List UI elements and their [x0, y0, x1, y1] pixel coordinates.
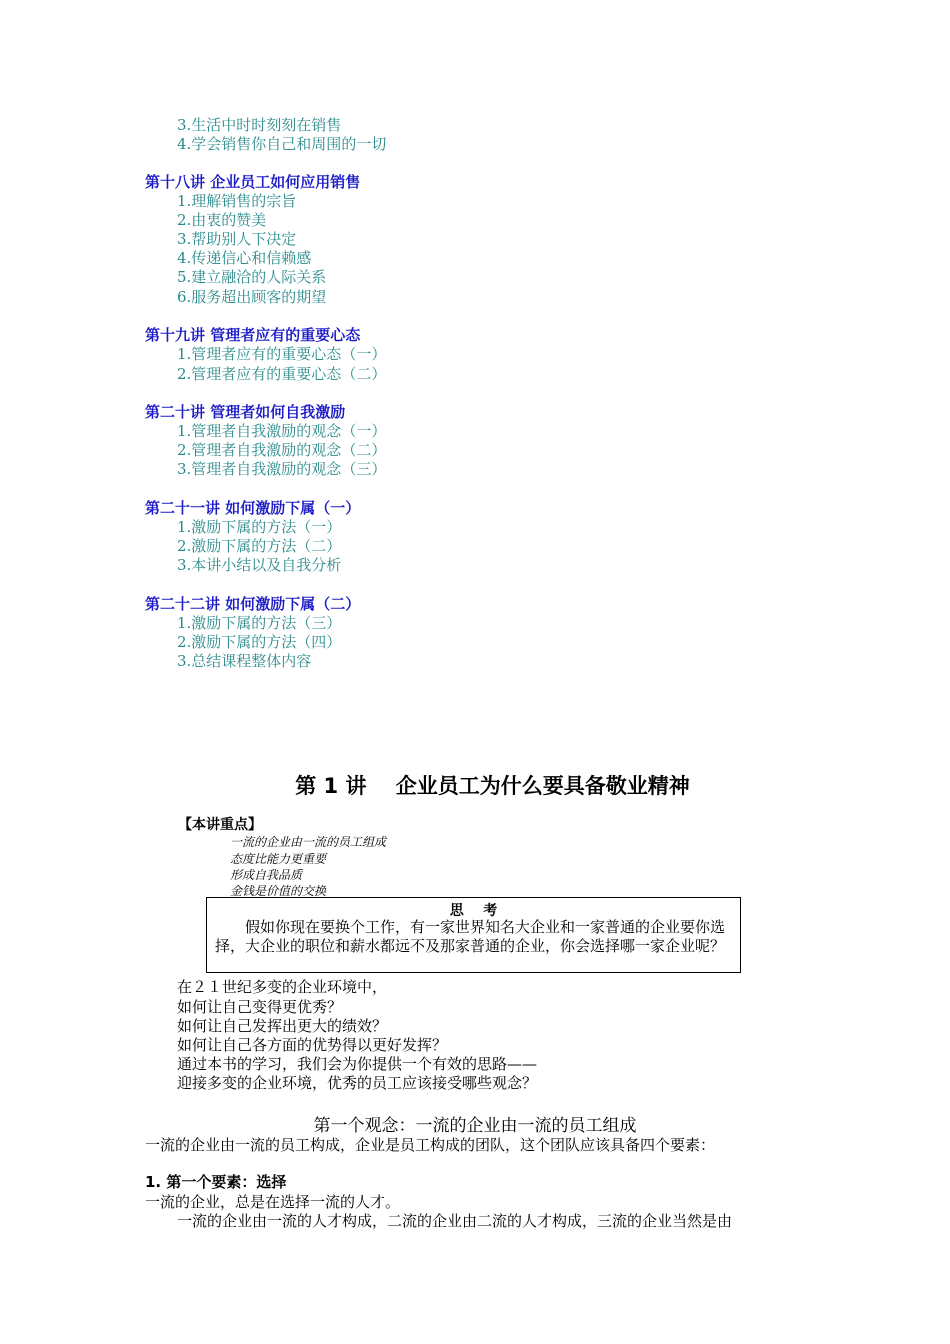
key-point: 态度比能力更重要: [230, 852, 327, 866]
key-point: 金钱是价值的交换: [230, 884, 327, 898]
key-point: 形成自我品质: [230, 868, 303, 882]
section-title: 第一个观念：一流的企业由一流的员工组成: [313, 1116, 637, 1136]
lecture-heading: 第十八讲 企业员工如何应用销售: [145, 173, 361, 191]
toc-item: 1.管理者应有的重要心态（一）: [177, 345, 387, 363]
body-line: 一流的企业，总是在选择一流的人才。: [145, 1193, 401, 1211]
toc-item: 3.本讲小结以及自我分析: [177, 556, 342, 574]
think-title: 思 考: [449, 903, 498, 919]
body-line: 一流的企业由一流的人才构成，二流的企业由二流的人才构成，三流的企业当然是由: [177, 1212, 733, 1230]
key-point: 一流的企业由一流的员工组成: [230, 835, 387, 849]
toc-item: 2.激励下属的方法（二）: [177, 537, 342, 555]
toc-item: 5.建立融洽的人际关系: [177, 268, 327, 286]
lecture-heading: 第二十二讲 如何激励下属（二）: [145, 595, 361, 613]
lecture-heading: 第二十讲 管理者如何自我激励: [145, 403, 346, 421]
toc-item: 3.帮助别人下决定: [177, 230, 297, 248]
intro-line: 如何让自己各方面的优势得以更好发挥？: [177, 1036, 448, 1054]
toc-item: 1.理解销售的宗旨: [177, 192, 297, 210]
section-paragraph: 一流的企业由一流的员工构成，企业是员工构成的团队，这个团队应该具备四个要素：: [145, 1136, 716, 1154]
toc-item: 2.激励下属的方法（四）: [177, 633, 342, 651]
intro-line: 如何让自己发挥出更大的绩效？: [177, 1017, 388, 1035]
toc-item: 3.总结课程整体内容: [177, 652, 312, 670]
toc-item: 2.管理者自我激励的观念（二）: [177, 441, 387, 459]
toc-item: 4.学会销售你自己和周围的一切: [177, 135, 387, 153]
toc-item: 3.管理者自我激励的观念（三）: [177, 460, 387, 478]
think-text: 假如你现在要换个工作，有一家世界知名大企业和一家普通的企业要你选择，大企业的职位和薪水都远不及那家普通的企业，你会选择哪一家企业呢？: [215, 918, 726, 955]
intro-line: 通过本书的学习，我们会为你提供一个有效的思路——: [177, 1055, 538, 1073]
think-box: [206, 897, 741, 973]
toc-item: 3.生活中时时刻刻在销售: [177, 116, 342, 134]
toc-item: 6.服务超出顾客的期望: [177, 288, 327, 306]
intro-line: 如何让自己变得更优秀？: [177, 998, 343, 1016]
intro-line: 在２１世纪多变的企业环境中，: [177, 978, 388, 996]
toc-item: 1.激励下属的方法（三）: [177, 614, 342, 632]
toc-item: 1.管理者自我激励的观念（一）: [177, 422, 387, 440]
toc-item: 2.由衷的赞美: [177, 211, 267, 229]
toc-item: 1.激励下属的方法（一）: [177, 518, 342, 536]
intro-line: 迎接多变的企业环境，优秀的员工应该接受哪些观念？: [177, 1074, 538, 1092]
toc-item: 4.传递信心和信赖感: [177, 249, 312, 267]
sub-heading: 1. 第一个要素：选择: [145, 1173, 287, 1191]
key-points-label: 【本讲重点】: [178, 817, 262, 833]
toc-item: 2.管理者应有的重要心态（二）: [177, 365, 387, 383]
lecture-heading: 第二十一讲 如何激励下属（一）: [145, 499, 361, 517]
lecture-title: 第 1 讲 企业员工为什么要具备敬业精神: [295, 774, 690, 798]
lecture-heading: 第十九讲 管理者应有的重要心态: [145, 326, 361, 344]
